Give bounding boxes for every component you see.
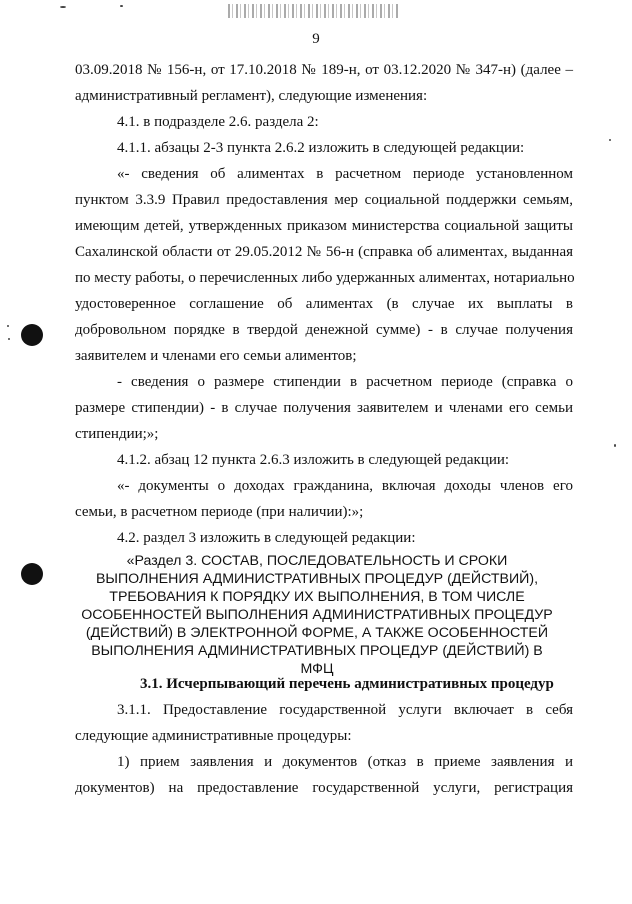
text-line: 4.1. в подразделе 2.6. раздела 2: — [117, 114, 319, 130]
section-heading-line: «Раздел 3. СОСТАВ, ПОСЛЕДОВАТЕЛЬНОСТЬ И СРОКИ — [126, 553, 508, 569]
text-line: 1) прием заявления и документов (отказ в приеме заявления и — [117, 754, 573, 770]
scan-speck — [614, 444, 616, 447]
text-line: удостоверенное соглашение об алиментах (в случае их выплаты в — [75, 296, 573, 312]
text-line: пунктом 3.3.9 Правил предоставления мер социальной поддержки семьям, — [75, 192, 573, 208]
scan-speck — [609, 139, 611, 141]
section-heading-line: МФЦ — [300, 661, 334, 677]
text-line: 03.09.2018 № 156-н, от 17.10.2018 № 189-н, от 03.12.2020 № 347-н) (далее – — [75, 62, 573, 78]
text-line: административный регламент), следующие изменения: — [75, 88, 428, 104]
text-line: имеющим детей, утвержденных приказом министерства социальной защиты — [75, 218, 573, 234]
text-line: документов) на предоставление государственной услуги, регистрация — [75, 780, 573, 796]
text-line: по месту работы, о перечисленных либо удержанных алиментах, нотариально — [75, 270, 575, 286]
text-line: 4.1.1. абзацы 2-3 пункта 2.6.2 изложить в следующей редакции: — [117, 140, 525, 156]
scan-noise — [228, 4, 398, 18]
scan-speck — [120, 5, 123, 7]
text-line: добровольном порядке в твердой денежной сумме) - в случае получения — [75, 322, 573, 338]
text-line: 4.1.2. абзац 12 пункта 2.6.3 изложить в следующей редакции: — [117, 452, 510, 468]
section-heading-line: ВЫПОЛНЕНИЯ АДМИНИСТРАТИВНЫХ ПРОЦЕДУР (ДЕЙСТВИЙ) В — [91, 643, 543, 659]
subsection-heading: 3.1. Исчерпывающий перечень административных процедур — [140, 676, 554, 692]
section-heading-line: ВЫПОЛНЕНИЯ АДМИНИСТРАТИВНЫХ ПРОЦЕДУР (ДЕЙСТВИЙ), — [95, 571, 539, 587]
page-number: 9 — [312, 31, 320, 47]
text-line: - сведения о размере стипендии в расчетном периоде (справка о — [117, 374, 573, 390]
text-line: 3.1.1. Предоставление государственной услуги включает в себя — [117, 702, 573, 718]
scan-speck — [7, 325, 9, 327]
punch-hole — [21, 563, 43, 585]
text-line: заявителем и членами его семьи алиментов; — [75, 348, 357, 364]
text-line: 4.2. раздел 3 изложить в следующей редакции: — [117, 530, 416, 546]
text-line: размере стипендии) - в случае получения заявителем и членами его семьи — [75, 400, 573, 416]
punch-hole — [21, 324, 43, 346]
scan-speck — [8, 338, 10, 340]
text-line: «- документы о доходах гражданина, включая доходы членов его — [117, 478, 573, 494]
section-heading-line: (ДЕЙСТВИЙ) В ЭЛЕКТРОННОЙ ФОРМЕ, А ТАКЖЕ ОСОБЕННОСТЕЙ — [85, 625, 549, 641]
text-line: стипендии;»; — [75, 426, 159, 442]
section-heading-line: ТРЕБОВАНИЯ К ПОРЯДКУ ИХ ВЫПОЛНЕНИЯ, В ТОМ ЧИСЛЕ — [109, 589, 525, 605]
text-line: «- сведения об алиментах в расчетном периоде установленном — [117, 166, 573, 182]
scan-speck — [60, 6, 66, 8]
section-heading-line: ОСОБЕННОСТЕЙ ВЫПОЛНЕНИЯ АДМИНИСТРАТИВНЫХ ПРОЦЕДУР — [81, 607, 553, 623]
text-line: следующие административные процедуры: — [75, 728, 352, 744]
text-line: Сахалинской области от 29.05.2012 № 56-н (справка об алиментах, выданная — [75, 244, 573, 260]
text-line: семьи, в расчетном периоде (при наличии):»; — [75, 504, 364, 520]
